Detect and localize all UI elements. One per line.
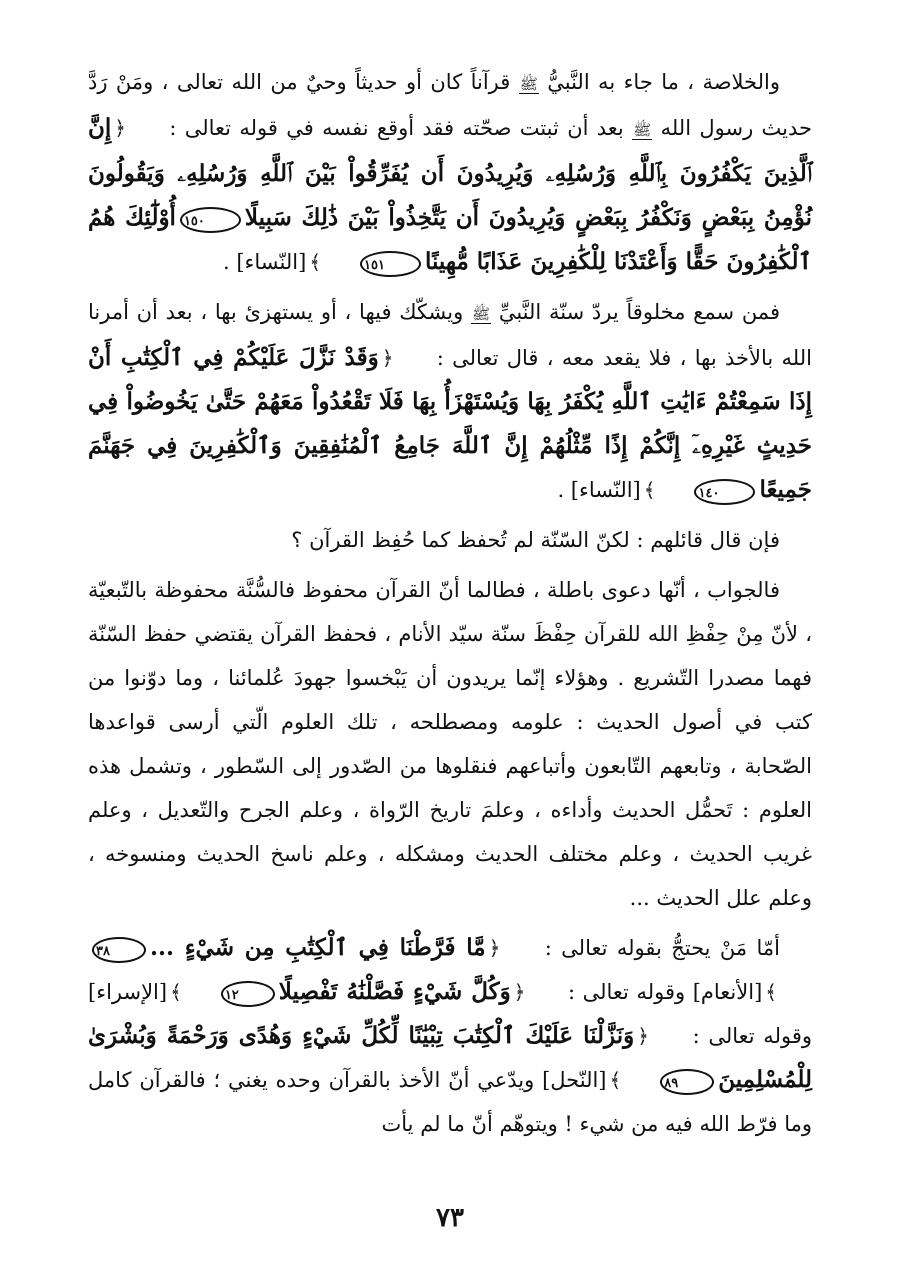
quran-verse: وَقَدْ نَزَّلَ عَلَيْكُمْ فِي ٱلْكِتَٰبِ أَنْ إِذَا سَمِعْتُمْ ءَايَٰتِ ٱللَّهِ يُكْفَرُ بِهَا وَيُسْتَهْزَأُ بِهَا فَلَا تَقْعُدُواْ مَعَهُمْ حَتَّىٰ يَخُوضُواْ فِي حَدِيثٍ غَيْرِهِۦٓ إِنَّكُمْ إِذًا مِّثْلُهُمْ إِنَّ ٱللَّهَ جَامِعُ ٱلْمُنَٰفِقِينَ وَٱلْكَٰفِرِينَ فِي جَهَنَّمَ جَمِيعًا [88, 344, 812, 503]
quran-bracket-open: ﴿ [513, 980, 526, 1004]
quran-bracket-open: ﴿ [381, 346, 394, 370]
paragraph-answer: فالجواب ، أنّها دعوى باطلة ، فطالما أنّ القرآن محفوظ فالسُّنَّة محفوظة بالتّبعيّة ، لأنّ مِنْ حِفْظِ الله للقرآن حِفْظَ سنّة سيّد الأنام ، فحفظ القرآن يقتضي حفظ السّنّة فهما مصدرا التّشريع . وهؤلاء إنّما يريدون أن يَبْخسوا جهودَ عُلمائنا ، وما دوّنوا من كتب في أصول الحديث : علومه ومصطلحه ، تلك العلوم الّتي أرسى قواعدها الصّحابة ، وتابعهم التّابعون وأتباعهم فنقلوها من الصّدور إلى السّطور ، وتشمل هذه العلوم : تَحمُّل الحديث وأداءه ، وعلمَ تاريخ الرّواة ، وعلم الجرح والتّعديل ، وعلم غريب الحديث ، وعلم مختلف الحديث ومشكله ، وعلم ناسخ الحديث ومنسوخه ، وعلم علل الحديث ... [88, 578, 812, 910]
text: والخلاصة ، ما جاء به النَّبيُّ [547, 70, 780, 94]
quran-verse: وَنَزَّلْنَا عَلَيْكَ ٱلْكِتَٰبَ تِبْيَٰنًا لِّكُلِّ شَيْءٍ وَهُدًى وَرَحْمَةً وَبُشْرَىٰ لِلْمُسْلِمِينَ [88, 1022, 812, 1093]
verse-number: ٨٩ [660, 1069, 714, 1095]
text: فمن سمع مخلوقاً يردّ سنّة النَّبيِّ [498, 300, 780, 324]
quran-bracket-open: ﴿ [488, 936, 501, 960]
text: قرآناً كان أو حديثاً وحيٌ من الله تعالى ، ومَنْ رَدَّ حديث رسول الله [88, 70, 813, 140]
verse-number: ٣٨ [92, 937, 146, 963]
quran-bracket-close: ﴾ [765, 980, 777, 1004]
paragraph-conclusion [88, 60, 812, 284]
quran-bracket-close: ﴾ [609, 1068, 622, 1092]
quran-verse: مَّا فَرَّطْنَا فِي ٱلْكِتَٰبِ مِن شَيْءٍ ... [149, 934, 486, 961]
verse-number: ١٢ [221, 981, 275, 1007]
surah-reference: [النّساء] . [222, 250, 307, 274]
text: أمّا مَنْ يحتجُّ بقوله تعالى : [544, 936, 781, 960]
surah-reference: [النّساء] . [557, 478, 641, 502]
quran-bracket-close: ﴾ [309, 250, 322, 274]
verse-number: ١٥١ [360, 251, 421, 277]
paragraph-sunnah [88, 290, 812, 512]
surah-reference: [الأنعام] وقوله تعالى : [567, 980, 763, 1004]
quran-bracket-close: ﴾ [643, 478, 656, 502]
quran-verse: إِنَّ ٱلَّذِينَ يَكْفُرُونَ بِٱللَّهِ وَرُسُلِهِۦ وَيُرِيدُونَ أَن يُفَرِّقُواْ بَيْنَ ٱللَّهِ وَرُسُلِهِۦ وَيَقُولُونَ نُؤْمِنُ بِبَعْضٍ وَنَكْفُرُ بِبَعْضٍ وَيُرِيدُونَ أَن يَتَّخِذُواْ بَيْنَ ذَٰلِكَ سَبِيلًا [88, 114, 812, 231]
paragraph-argument [88, 926, 812, 1146]
quran-bracket-close: ﴾ [170, 980, 182, 1004]
pbuh-symbol: ﷺ [471, 305, 491, 323]
pbuh-symbol: ﷺ [519, 75, 538, 93]
quran-bracket-open: ﴿ [637, 1024, 649, 1048]
surah-reference: [النّحل] ويدّعي أنّ الأخذ بالقرآن وحده يغني ؛ فالقرآن كامل وما فرّط الله فيه من شيء ! ويتوهّم أنّ ما لم يأت [88, 1068, 812, 1136]
page-body [88, 60, 812, 1152]
verse-number: ١٤٠ [694, 479, 755, 505]
quran-bracket-open: ﴿ [114, 116, 126, 140]
paragraph-question: فإن قال قائلهم : لكنّ السّنّة لم تُحفظ كما حُفِظ القرآن ؟ [291, 528, 780, 552]
pbuh-symbol: ﷺ [633, 121, 652, 139]
page-number: ٧٣ [436, 1203, 464, 1233]
quran-verse: أُوْلَٰٓئِكَ هُمُ ٱلْكَٰفِرُونَ حَقًّا وَأَعْتَدْنَا لِلْكَٰفِرِينَ عَذَابًا مُّهِينًا [88, 204, 812, 275]
surah-reference: [الإسراء] وقوله تعالى : [88, 980, 812, 1048]
text: بعد أن ثبتت صحّته فقد أوقع نفسه في قوله تعالى : [169, 116, 624, 140]
quran-verse: وَكُلَّ شَيْءٍ فَصَّلْنَٰهُ تَفْصِيلًا [278, 978, 511, 1005]
text: ويشكّك فيها ، أو يستهزئ بها ، بعد أن أمرنا الله بالأخذ بها ، فلا يقعد معه ، قال تعالى : [88, 300, 812, 370]
verse-number: ١٥٠ [180, 207, 241, 233]
